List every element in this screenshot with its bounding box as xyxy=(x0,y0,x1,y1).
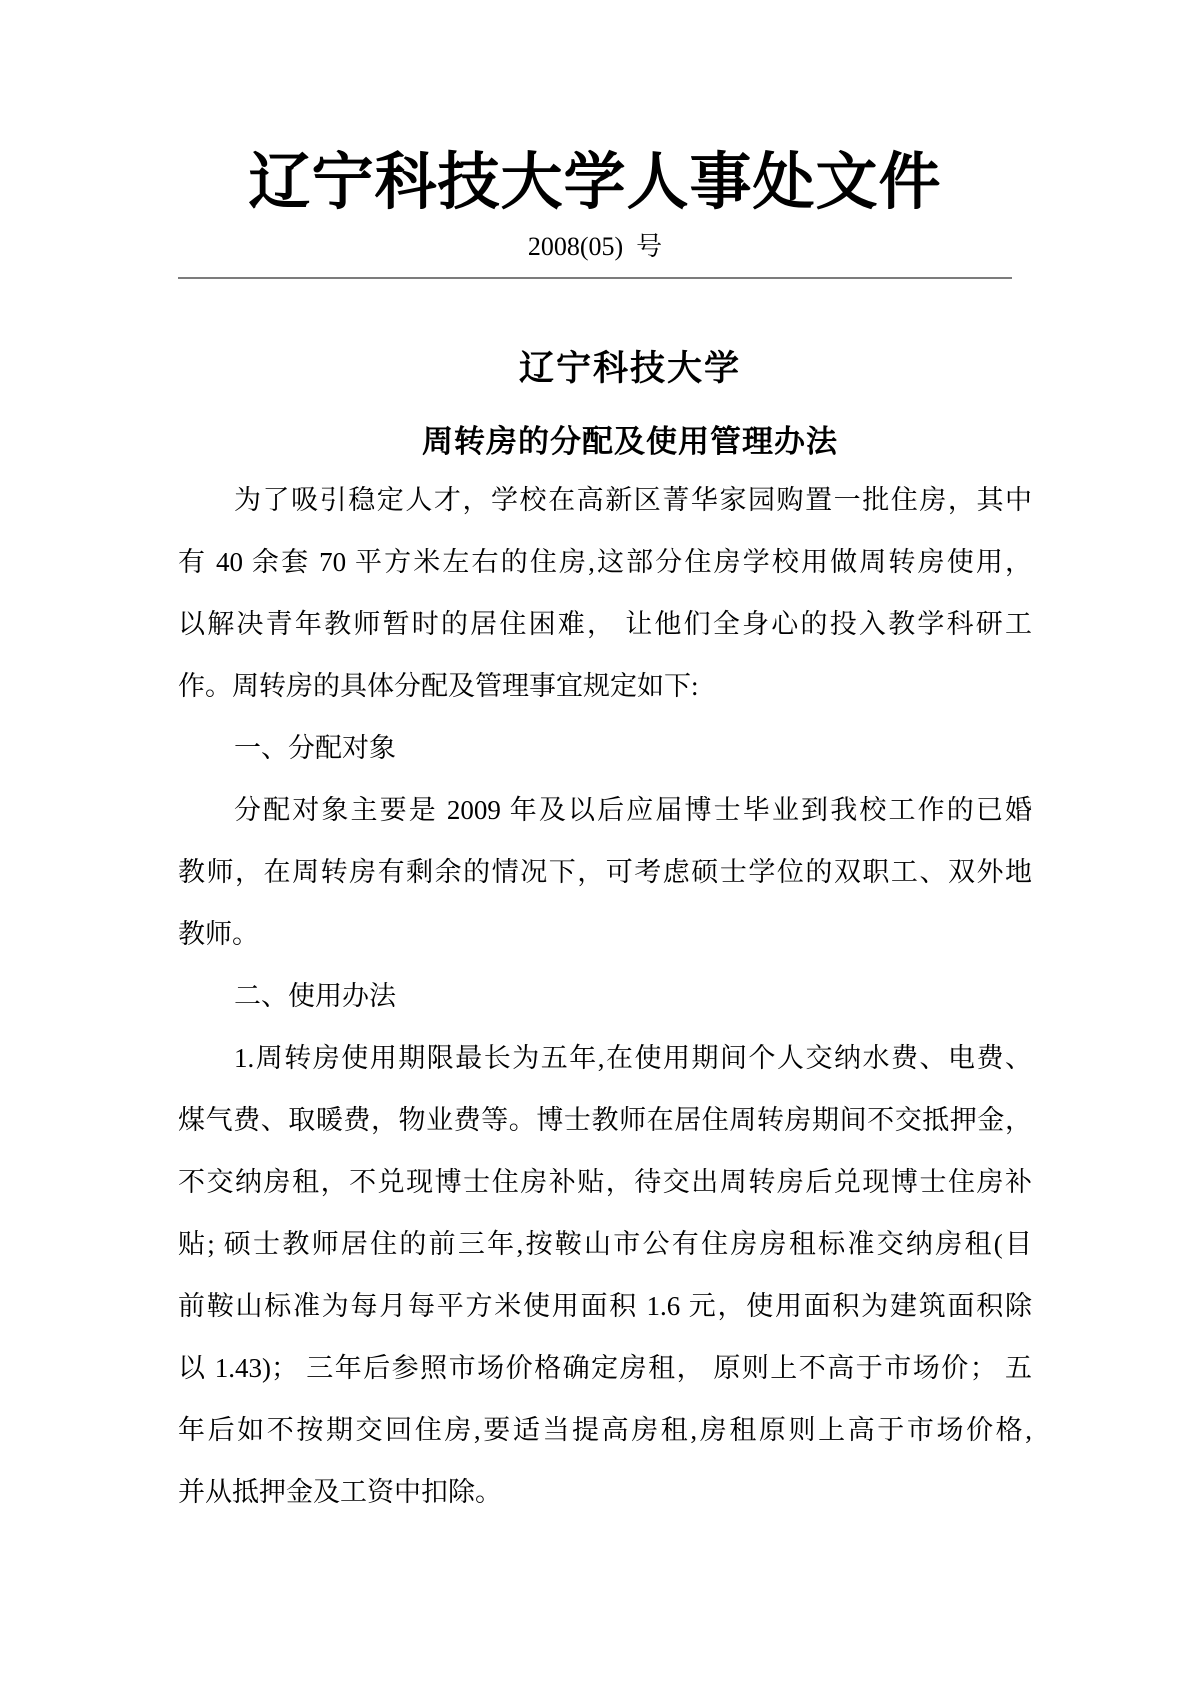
body-line: 前鞍山标准为每月每平方米使用面积 1.6 元，使用面积为建筑面积除 xyxy=(178,1291,1032,1321)
body-line: 年后如不按期交回住房,要适当提高房租,房租原则上高于市场价格, xyxy=(178,1415,1032,1445)
body-line: 二、使用办法 xyxy=(234,981,396,1011)
body-line: 作。周转房的具体分配及管理事宜规定如下: xyxy=(178,671,699,701)
letterhead-title: 辽宁科技大学人事处文件 xyxy=(248,149,942,217)
body-line: 为了吸引稳定人才，学校在高新区菁华家园购置一批住房，其中 xyxy=(234,485,1032,515)
body-line: 分配对象主要是 2009 年及以后应届博士毕业到我校工作的已婚 xyxy=(234,795,1032,825)
body-line: 不交纳房租，不兑现博士住房补贴，待交出周转房后兑现博士住房补 xyxy=(178,1167,1032,1197)
body-line: 以 1.43)； 三年后参照市场价格确定房租， 原则上不高于市场价； 五 xyxy=(178,1353,1032,1383)
body-line: 一、分配对象 xyxy=(234,733,396,763)
doc-title-line2: 周转房的分配及使用管理办法 xyxy=(422,424,838,460)
body-line: 并从抵押金及工资中扣除。 xyxy=(178,1477,502,1507)
body-line: 1.周转房使用期限最长为五年,在使用期间个人交纳水费、电费、 xyxy=(234,1043,1032,1073)
letterhead-divider-rule xyxy=(178,277,1012,279)
body-line: 有 40 余套 70 平方米左右的住房,这部分住房学校用做周转房使用， xyxy=(178,547,1032,577)
body-line: 贴; 硕士教师居住的前三年,按鞍山市公有住房房租标准交纳房租(目 xyxy=(178,1229,1032,1259)
body-line: 教师。 xyxy=(178,919,259,949)
doc-number: 2008(05) 号 xyxy=(527,232,663,261)
body-line: 以解决青年教师暂时的居住困难， 让他们全身心的投入教学科研工 xyxy=(178,609,1032,639)
doc-title-line1: 辽宁科技大学 xyxy=(518,349,741,389)
body-line: 教师，在周转房有剩余的情况下，可考虑硕士学位的双职工、双外地 xyxy=(178,857,1032,887)
document-body xyxy=(178,469,1032,1523)
body-line: 煤气费、取暖费，物业费等。博士教师在居住周转房期间不交抵押金， xyxy=(178,1105,1032,1135)
